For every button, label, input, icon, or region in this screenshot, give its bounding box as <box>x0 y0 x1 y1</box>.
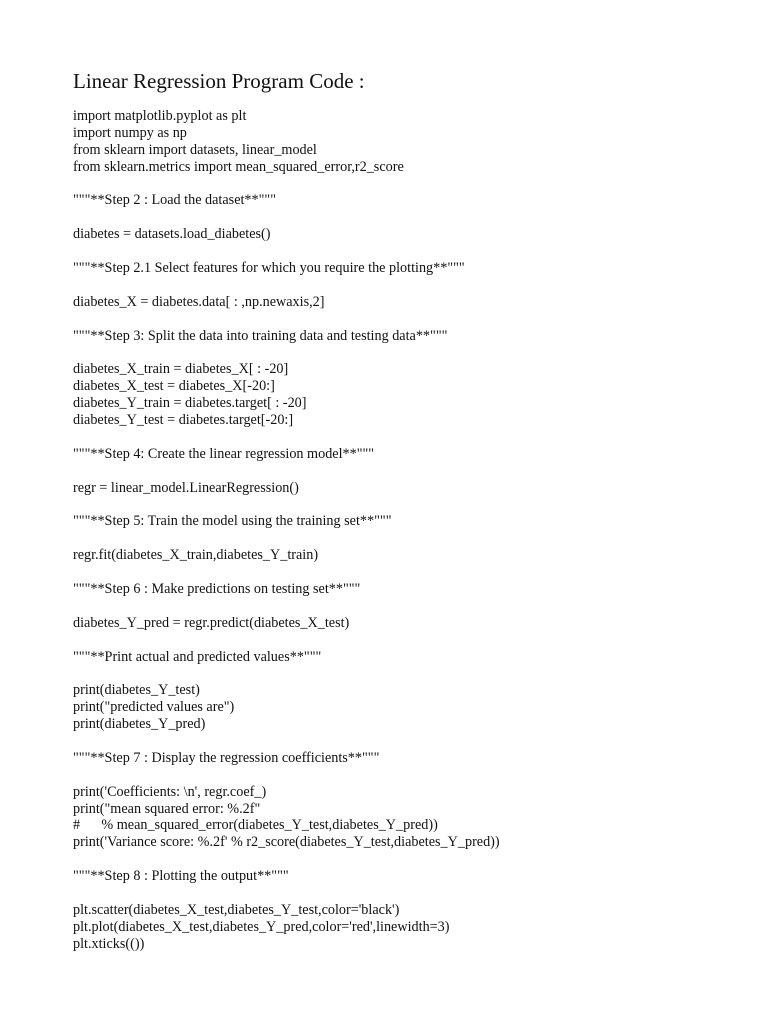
blank-line <box>73 463 753 480</box>
code-line: diabetes_Y_pred = regr.predict(diabetes_X_test) <box>73 614 350 631</box>
code-line: print('Variance score: %.2f' % r2_score(diabetes_Y_test,diabetes_Y_pred)) <box>73 834 500 851</box>
code-line: # % mean_squared_error(diabetes_Y_test,diabetes_Y_pred)) <box>73 817 438 834</box>
code-line: """**Step 4: Create the linear regression model**""" <box>73 445 375 462</box>
code-line: print(diabetes_Y_test) <box>73 682 200 699</box>
code-line: print('Coefficients: \n', regr.coef_) <box>73 783 267 800</box>
code-line: """**Print actual and predicted values**""" <box>73 648 322 665</box>
blank-line <box>73 598 753 615</box>
code-line: diabetes_X_train = diabetes_X[ : -20] <box>73 361 289 378</box>
code-line: """**Step 8 : Plotting the output**""" <box>73 868 289 885</box>
blank-line <box>73 429 753 446</box>
blank-line <box>73 665 753 682</box>
blank-line <box>73 496 753 513</box>
blank-line <box>73 209 753 226</box>
document-title: Linear Regression Program Code : <box>73 69 365 93</box>
code-line: diabetes_Y_test = diabetes.target[-20:] <box>73 412 294 429</box>
code-line: """**Step 7 : Display the regression coefficients**""" <box>73 749 380 766</box>
code-line: plt.plot(diabetes_X_test,diabetes_Y_pred,color='red',linewidth=3) <box>73 918 450 935</box>
code-line: """**Step 2 : Load the dataset**""" <box>73 192 276 209</box>
blank-line <box>73 311 753 328</box>
code-line: diabetes_Y_train = diabetes.target[ : -20] <box>73 395 307 412</box>
code-line: print("predicted values are") <box>73 699 235 716</box>
code-line: """**Step 5: Train the model using the training set**""" <box>73 513 392 530</box>
blank-line <box>73 344 753 361</box>
blank-line <box>73 632 753 649</box>
blank-line <box>73 277 753 294</box>
code-line: """**Step 3: Split the data into training data and testing data**""" <box>73 327 448 344</box>
code-line: diabetes = datasets.load_diabetes() <box>73 226 271 243</box>
blank-line <box>73 767 753 784</box>
blank-line <box>73 851 753 868</box>
code-line: regr.fit(diabetes_X_train,diabetes_Y_train) <box>73 547 319 564</box>
blank-line <box>73 530 753 547</box>
code-line: plt.xticks(()) <box>73 935 145 952</box>
code-line: from sklearn.metrics import mean_squared_error,r2_score <box>73 158 404 175</box>
code-listing <box>73 108 753 953</box>
code-line: """**Step 2.1 Select features for which you require the plotting**""" <box>73 260 465 277</box>
code-line: diabetes_X = diabetes.data[ : ,np.newaxis,2] <box>73 293 325 310</box>
blank-line <box>73 885 753 902</box>
code-line: import numpy as np <box>73 124 187 141</box>
code-line: diabetes_X_test = diabetes_X[-20:] <box>73 378 275 395</box>
code-line: """**Step 6 : Make predictions on testing set**""" <box>73 580 361 597</box>
blank-line <box>73 176 753 193</box>
document-body <box>73 66 753 953</box>
code-line: plt.scatter(diabetes_X_test,diabetes_Y_test,color='black') <box>73 901 400 918</box>
code-line: regr = linear_model.LinearRegression() <box>73 479 299 496</box>
blank-line <box>73 564 753 581</box>
blank-line <box>73 733 753 750</box>
code-line: print("mean squared error: %.2f" <box>73 800 261 817</box>
code-line: from sklearn import datasets, linear_model <box>73 141 317 158</box>
code-line: import matplotlib.pyplot as plt <box>73 108 247 124</box>
blank-line <box>73 243 753 260</box>
code-line: print(diabetes_Y_pred) <box>73 716 206 733</box>
